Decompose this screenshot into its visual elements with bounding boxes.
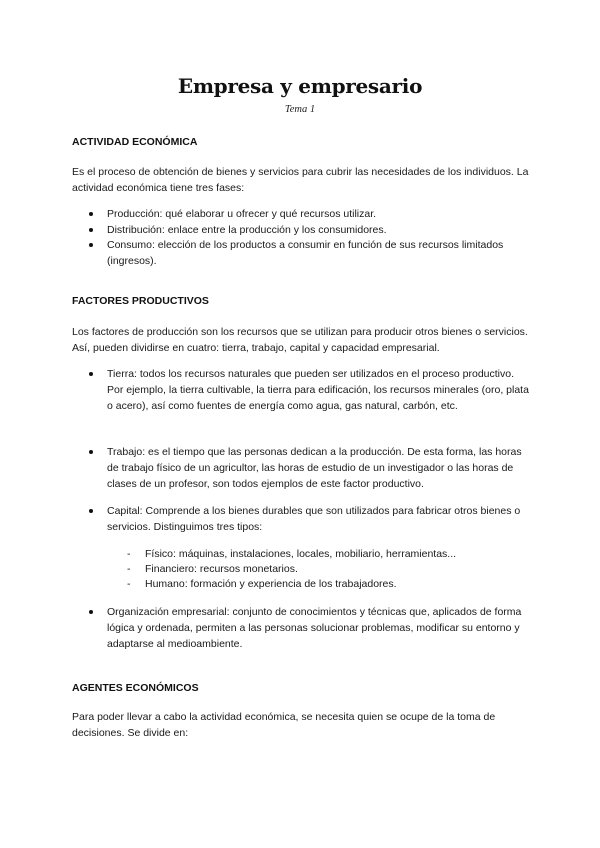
sub-list-item: - Humano: formación y experiencia de los trabajadores. xyxy=(145,576,532,592)
section-heading-factores: FACTORES PRODUCTIVOS xyxy=(72,295,209,307)
list-item: Tierra: todos los recursos naturales que pueden ser utilizados en el proceso productivo. Por ejemplo, la tierra cultivable, la tierra para edificación, los recursos minerales (oro, plata o acero), así como fuentes de energía como agua, gas natural, carbón, etc. xyxy=(107,366,532,414)
section-paragraph-factores: Los factores de producción son los recursos que se utilizan para producir otros bienes o servicios. Así, pueden dividirse en cuatro: tierra, trabajo, capital y capacidad empresarial. xyxy=(72,326,528,354)
list-item: Distribución: enlace entre la producción y los consumidores. xyxy=(107,222,532,238)
section-paragraph-actividad: Es el proceso de obtención de bienes y servicios para cubrir las necesidades de los individuos. La actividad económica tiene tres fases: xyxy=(72,166,529,194)
section-paragraph-agentes: Para poder llevar a cabo la actividad económica, se necesita quien se ocupe de la toma de decisiones. Se divide en: xyxy=(72,711,496,739)
document-title: Empresa y empresario xyxy=(177,74,423,98)
list-item: Organización empresarial: conjunto de conocimientos y técnicas que, aplicados de forma lógica y ordenada, permiten a las personas solucionar problemas, modificar su entorno y adaptarse al medioambiente. xyxy=(107,604,532,652)
list-item: Trabajo: es el tiempo que las personas dedican a la producción. De esta forma, las horas de trabajo físico de un agricultor, las horas de estudio de un investigador o las horas de clases de un profesor, son todos ejemplos de este factor productivo. xyxy=(107,444,532,492)
list-item: Producción: qué elaborar u ofrecer y qué recursos utilizar. xyxy=(107,206,532,222)
document-subtitle: Tema 1 xyxy=(284,104,316,115)
sub-list-item: - Financiero: recursos monetarios. xyxy=(145,561,532,577)
list-item: Consumo: elección de los productos a consumir en función de sus recursos limitados (ingresos). xyxy=(107,237,532,269)
list-item: Capital: Comprende a los bienes durables que son utilizados para fabricar otros bienes o servicios. Distinguimos tres tipos: xyxy=(107,503,532,535)
section-heading-agentes: AGENTES ECONÓMICOS xyxy=(72,682,199,694)
sub-list-item: - Físico: máquinas, instalaciones, locales, mobiliario, herramientas... xyxy=(145,546,532,562)
section-heading-actividad: ACTIVIDAD ECONÓMICA xyxy=(72,136,198,148)
